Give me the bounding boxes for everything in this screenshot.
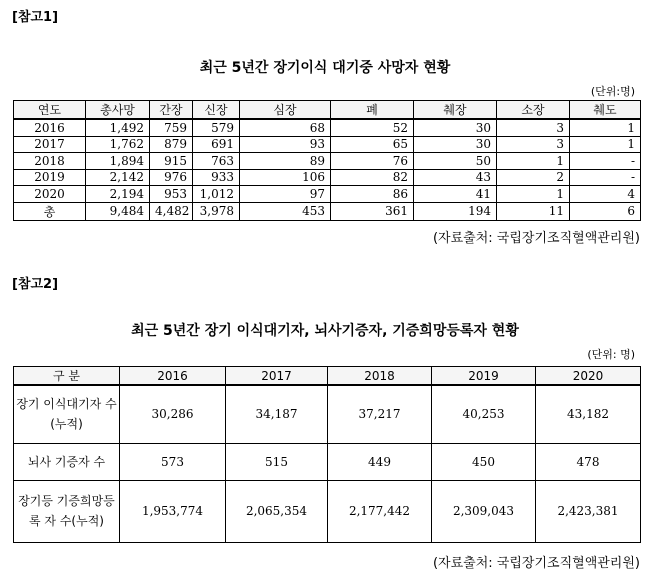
table1-value-cell: 30: [414, 119, 497, 136]
table1-header-cell: 췌장: [414, 101, 497, 120]
table2-category-cell: 장기등 기증희망등록 자 수(누적): [14, 480, 120, 542]
table1-value-cell: 68: [240, 119, 331, 136]
table1-value-cell: 9,484: [86, 202, 150, 220]
table1-year-cell: 2017: [14, 136, 86, 153]
table1-value-cell: 453: [240, 202, 331, 220]
table1-year-cell: 2019: [14, 169, 86, 186]
table1-value-cell: 6: [570, 202, 641, 220]
table1-value-cell: 953: [150, 186, 193, 203]
table1-title: 최근 5년간 장기이식 대기중 사망자 현황: [199, 60, 451, 76]
table2-value-cell: 573: [120, 443, 226, 480]
table2-title: 최근 5년간 장기 이식대기자, 뇌사기증자, 기증희망등록자 현황: [131, 323, 519, 339]
table1-value-cell: 194: [414, 202, 497, 220]
table1-year-cell: 2020: [14, 186, 86, 203]
table2-header-cell: 2019: [432, 367, 536, 386]
table1-value-cell: 2,194: [86, 186, 150, 203]
table1-row: [14, 186, 641, 203]
table1-value-cell: 1: [497, 153, 570, 170]
table1-value-cell: 1,012: [193, 186, 240, 203]
table1-year-cell: 2016: [14, 119, 86, 136]
table1-value-cell: 933: [193, 169, 240, 186]
table2-value-cell: 2,065,354: [226, 480, 328, 542]
table1-year-cell: 2018: [14, 153, 86, 170]
table2-category-cell: 장기 이식대기자 수 (누적): [14, 385, 120, 443]
table1-value-cell: 915: [150, 153, 193, 170]
table1-value-cell: 50: [414, 153, 497, 170]
table1-value-cell: 86: [331, 186, 414, 203]
table2-header-cell: 2016: [120, 367, 226, 386]
donor-statistics-table: [13, 366, 641, 543]
table1-value-cell: 82: [331, 169, 414, 186]
table1-value-cell: 1,894: [86, 153, 150, 170]
table2-header-row: [14, 367, 641, 386]
table1-value-cell: 691: [193, 136, 240, 153]
table2-value-cell: 449: [328, 443, 432, 480]
table2-value-cell: 2,423,381: [536, 480, 641, 542]
table2-header-cell: 구 분: [14, 367, 120, 386]
table1-row: [14, 169, 641, 186]
table1-value-cell: 4,482: [150, 202, 193, 220]
table2-value-cell: 30,286: [120, 385, 226, 443]
death-statistics-table: [13, 100, 641, 221]
table2-unit: (단위: 명): [587, 348, 635, 361]
table2-value-cell: 1,953,774: [120, 480, 226, 542]
table1-unit: (단위:명): [590, 85, 635, 98]
table2-row: [14, 480, 641, 542]
table2-value-cell: 43,182: [536, 385, 641, 443]
table1-value-cell: 52: [331, 119, 414, 136]
table1-value-cell: 759: [150, 119, 193, 136]
table1-value-cell: 976: [150, 169, 193, 186]
table1-value-cell: 43: [414, 169, 497, 186]
table1-value-cell: 97: [240, 186, 331, 203]
table1-header-row: [14, 101, 641, 120]
reference-2-label: [참고2]: [12, 277, 59, 292]
table1-value-cell: 1,762: [86, 136, 150, 153]
table1-header-cell: 췌도: [570, 101, 641, 120]
table1-year-cell: 총: [14, 202, 86, 220]
table1-value-cell: 3,978: [193, 202, 240, 220]
reference-1-label: [참고1]: [12, 10, 59, 25]
table2-header-cell: 2017: [226, 367, 328, 386]
table2-category-cell: 뇌사 기증자 수: [14, 443, 120, 480]
table1-header-cell: 신장: [193, 101, 240, 120]
table1-value-cell: 1,492: [86, 119, 150, 136]
table1-value-cell: 93: [240, 136, 331, 153]
table1-header-cell: 심장: [240, 101, 331, 120]
table1-row: [14, 153, 641, 170]
table1-value-cell: 76: [331, 153, 414, 170]
table1-value-cell: 3: [497, 136, 570, 153]
table2-source: (자료출처: 국립장기조직혈액관리원): [432, 556, 640, 571]
table1-header-cell: 간장: [150, 101, 193, 120]
table2-row: [14, 443, 641, 480]
table1-value-cell: 1: [570, 136, 641, 153]
table1-header-cell: 폐: [331, 101, 414, 120]
table2-header-cell: 2020: [536, 367, 641, 386]
table1-value-cell: 4: [570, 186, 641, 203]
table1-value-cell: 2: [497, 169, 570, 186]
table2-value-cell: 515: [226, 443, 328, 480]
table2-value-cell: 2,309,043: [432, 480, 536, 542]
table1-source: (자료출처: 국립장기조직혈액관리원): [432, 231, 640, 246]
table1-value-cell: 1: [497, 186, 570, 203]
table2-value-cell: 450: [432, 443, 536, 480]
table1-header-cell: 소장: [497, 101, 570, 120]
table1-value-cell: -: [570, 169, 641, 186]
table1-value-cell: 763: [193, 153, 240, 170]
table1-value-cell: 41: [414, 186, 497, 203]
table1-value-cell: 65: [331, 136, 414, 153]
table1-value-cell: 1: [570, 119, 641, 136]
table1-value-cell: 89: [240, 153, 331, 170]
table1-value-cell: 30: [414, 136, 497, 153]
table2-value-cell: 37,217: [328, 385, 432, 443]
table2-value-cell: 2,177,442: [328, 480, 432, 542]
table1-row: [14, 136, 641, 153]
table1-value-cell: -: [570, 153, 641, 170]
table1-value-cell: 879: [150, 136, 193, 153]
table1-row: [14, 202, 641, 220]
table1-header-cell: 연도: [14, 101, 86, 120]
table1-value-cell: 361: [331, 202, 414, 220]
table2-value-cell: 34,187: [226, 385, 328, 443]
table2-value-cell: 40,253: [432, 385, 536, 443]
table1-value-cell: 11: [497, 202, 570, 220]
table1-value-cell: 579: [193, 119, 240, 136]
table1-value-cell: 106: [240, 169, 331, 186]
table2-header-cell: 2018: [328, 367, 432, 386]
table2-value-cell: 478: [536, 443, 641, 480]
table1-value-cell: 3: [497, 119, 570, 136]
table2-row: [14, 385, 641, 443]
table1-value-cell: 2,142: [86, 169, 150, 186]
table1-row: [14, 119, 641, 136]
table1-header-cell: 총사망: [86, 101, 150, 120]
